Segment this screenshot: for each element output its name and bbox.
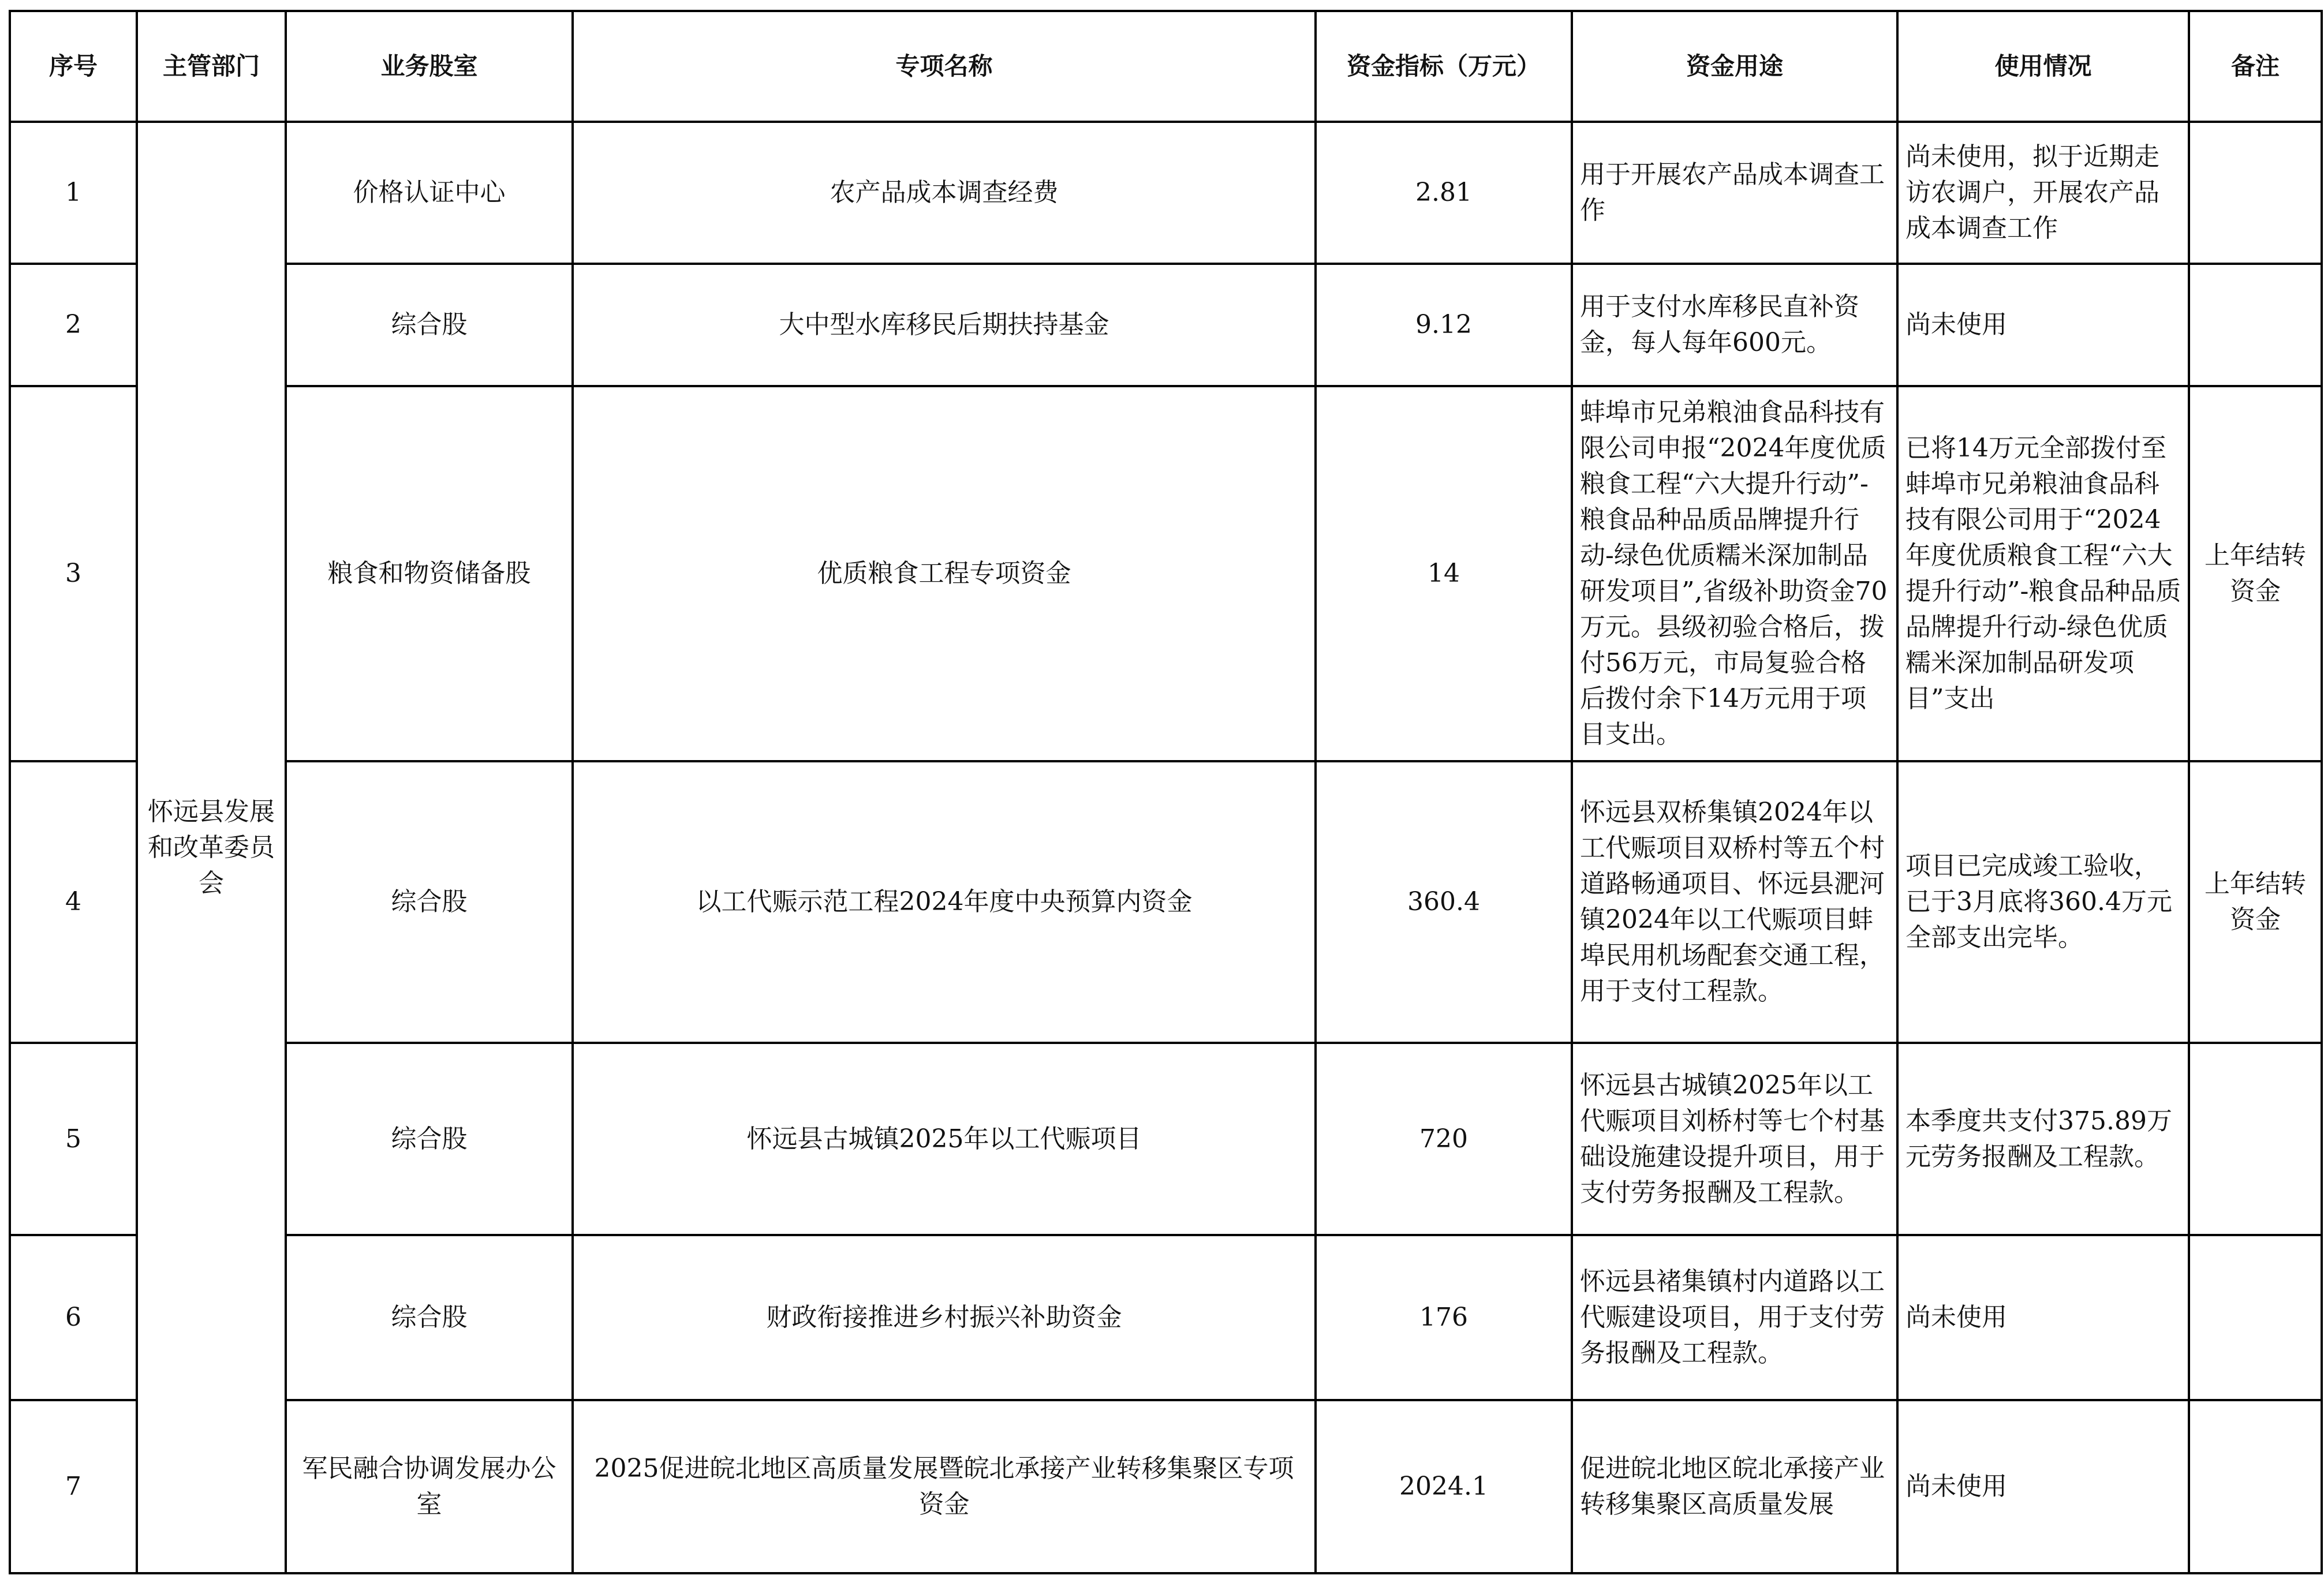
cell-amount: 176 [1316, 1235, 1572, 1400]
cell-project: 农产品成本调查经费 [573, 122, 1316, 264]
cell-project: 怀远县古城镇2025年以工代赈项目 [573, 1043, 1316, 1235]
cell-seq: 2 [10, 264, 137, 386]
cell-seq: 7 [10, 1400, 137, 1573]
table-row [10, 1400, 2322, 1573]
cell-usage: 尚未使用 [1897, 264, 2189, 386]
header-usage: 使用情况 [1897, 11, 2189, 122]
cell-office: 综合股 [286, 1235, 573, 1400]
header-seq: 序号 [10, 11, 137, 122]
cell-usage: 已将14万元全部拨付至蚌埠市兄弟粮油食品科技有限公司用于“2024年度优质粮食工程“六大提升行动”-粮食品种品质品牌提升行动-绿色优质糯米深加制品研发项目”支出 [1897, 386, 2189, 761]
header-purpose: 资金用途 [1572, 11, 1897, 122]
cell-seq: 6 [10, 1235, 137, 1400]
table-row [10, 264, 2322, 386]
cell-amount: 9.12 [1316, 264, 1572, 386]
cell-usage: 项目已完成竣工验收，已于3月底将360.4万元全部支出完毕。 [1897, 761, 2189, 1043]
cell-remark [2189, 1400, 2322, 1573]
cell-project: 优质粮食工程专项资金 [573, 386, 1316, 761]
cell-purpose: 怀远县褚集镇村内道路以工代赈建设项目，用于支付劳务报酬及工程款。 [1572, 1235, 1897, 1400]
header-amount: 资金指标（万元） [1316, 11, 1572, 122]
fund-table [9, 10, 2323, 1574]
cell-purpose: 用于支付水库移民直补资金，每人每年600元。 [1572, 264, 1897, 386]
table-row [10, 1235, 2322, 1400]
table-row [10, 1043, 2322, 1235]
cell-office: 军民融合协调发展办公室 [286, 1400, 573, 1573]
cell-project: 财政衔接推进乡村振兴补助资金 [573, 1235, 1316, 1400]
cell-seq: 3 [10, 386, 137, 761]
header-project: 专项名称 [573, 11, 1316, 122]
cell-remark: 上年结转资金 [2189, 761, 2322, 1043]
fund-table-sheet [9, 10, 2321, 1572]
table-row [10, 122, 2322, 264]
header-remark: 备注 [2189, 11, 2322, 122]
cell-remark: 上年结转资金 [2189, 386, 2322, 761]
table-header-row [10, 11, 2322, 122]
cell-office: 综合股 [286, 264, 573, 386]
cell-purpose: 用于开展农产品成本调查工作 [1572, 122, 1897, 264]
cell-amount: 720 [1316, 1043, 1572, 1235]
cell-office: 粮食和物资储备股 [286, 386, 573, 761]
cell-remark [2189, 1235, 2322, 1400]
cell-office: 综合股 [286, 761, 573, 1043]
cell-usage: 尚未使用 [1897, 1235, 2189, 1400]
header-dept: 主管部门 [137, 11, 286, 122]
cell-seq: 4 [10, 761, 137, 1043]
cell-usage: 尚未使用，拟于近期走访农调户，开展农产品成本调查工作 [1897, 122, 2189, 264]
cell-purpose: 怀远县古城镇2025年以工代赈项目刘桥村等七个村基础设施建设提升项目，用于支付劳务报酬及工程款。 [1572, 1043, 1897, 1235]
cell-remark [2189, 264, 2322, 386]
cell-usage: 尚未使用 [1897, 1400, 2189, 1573]
cell-department: 怀远县发展和改革委员会 [137, 122, 286, 1573]
cell-office: 价格认证中心 [286, 122, 573, 264]
table-row [10, 761, 2322, 1043]
cell-office: 综合股 [286, 1043, 573, 1235]
cell-project: 大中型水库移民后期扶持基金 [573, 264, 1316, 386]
cell-amount: 360.4 [1316, 761, 1572, 1043]
cell-seq: 5 [10, 1043, 137, 1235]
cell-amount: 2.81 [1316, 122, 1572, 264]
cell-purpose: 怀远县双桥集镇2024年以工代赈项目双桥村等五个村道路畅通项目、怀远县淝河镇2024年以工代赈项目蚌埠民用机场配套交通工程，用于支付工程款。 [1572, 761, 1897, 1043]
cell-remark [2189, 1043, 2322, 1235]
header-office: 业务股室 [286, 11, 573, 122]
cell-amount: 2024.1 [1316, 1400, 1572, 1573]
cell-usage: 本季度共支付375.89万元劳务报酬及工程款。 [1897, 1043, 2189, 1235]
cell-amount: 14 [1316, 386, 1572, 761]
cell-remark [2189, 122, 2322, 264]
cell-seq: 1 [10, 122, 137, 264]
cell-purpose: 蚌埠市兄弟粮油食品科技有限公司申报“2024年度优质粮食工程“六大提升行动”-粮食品种品质品牌提升行动-绿色优质糯米深加制品研发项目”,省级补助资金70万元。县级初验合格后，拨付56万元，市局复验合格后拨付余下14万元用于项目支出。 [1572, 386, 1897, 761]
cell-project: 2025促进皖北地区高质量发展暨皖北承接产业转移集聚区专项资金 [573, 1400, 1316, 1573]
table-row [10, 386, 2322, 761]
cell-project: 以工代赈示范工程2024年度中央预算内资金 [573, 761, 1316, 1043]
cell-purpose: 促进皖北地区皖北承接产业转移集聚区高质量发展 [1572, 1400, 1897, 1573]
